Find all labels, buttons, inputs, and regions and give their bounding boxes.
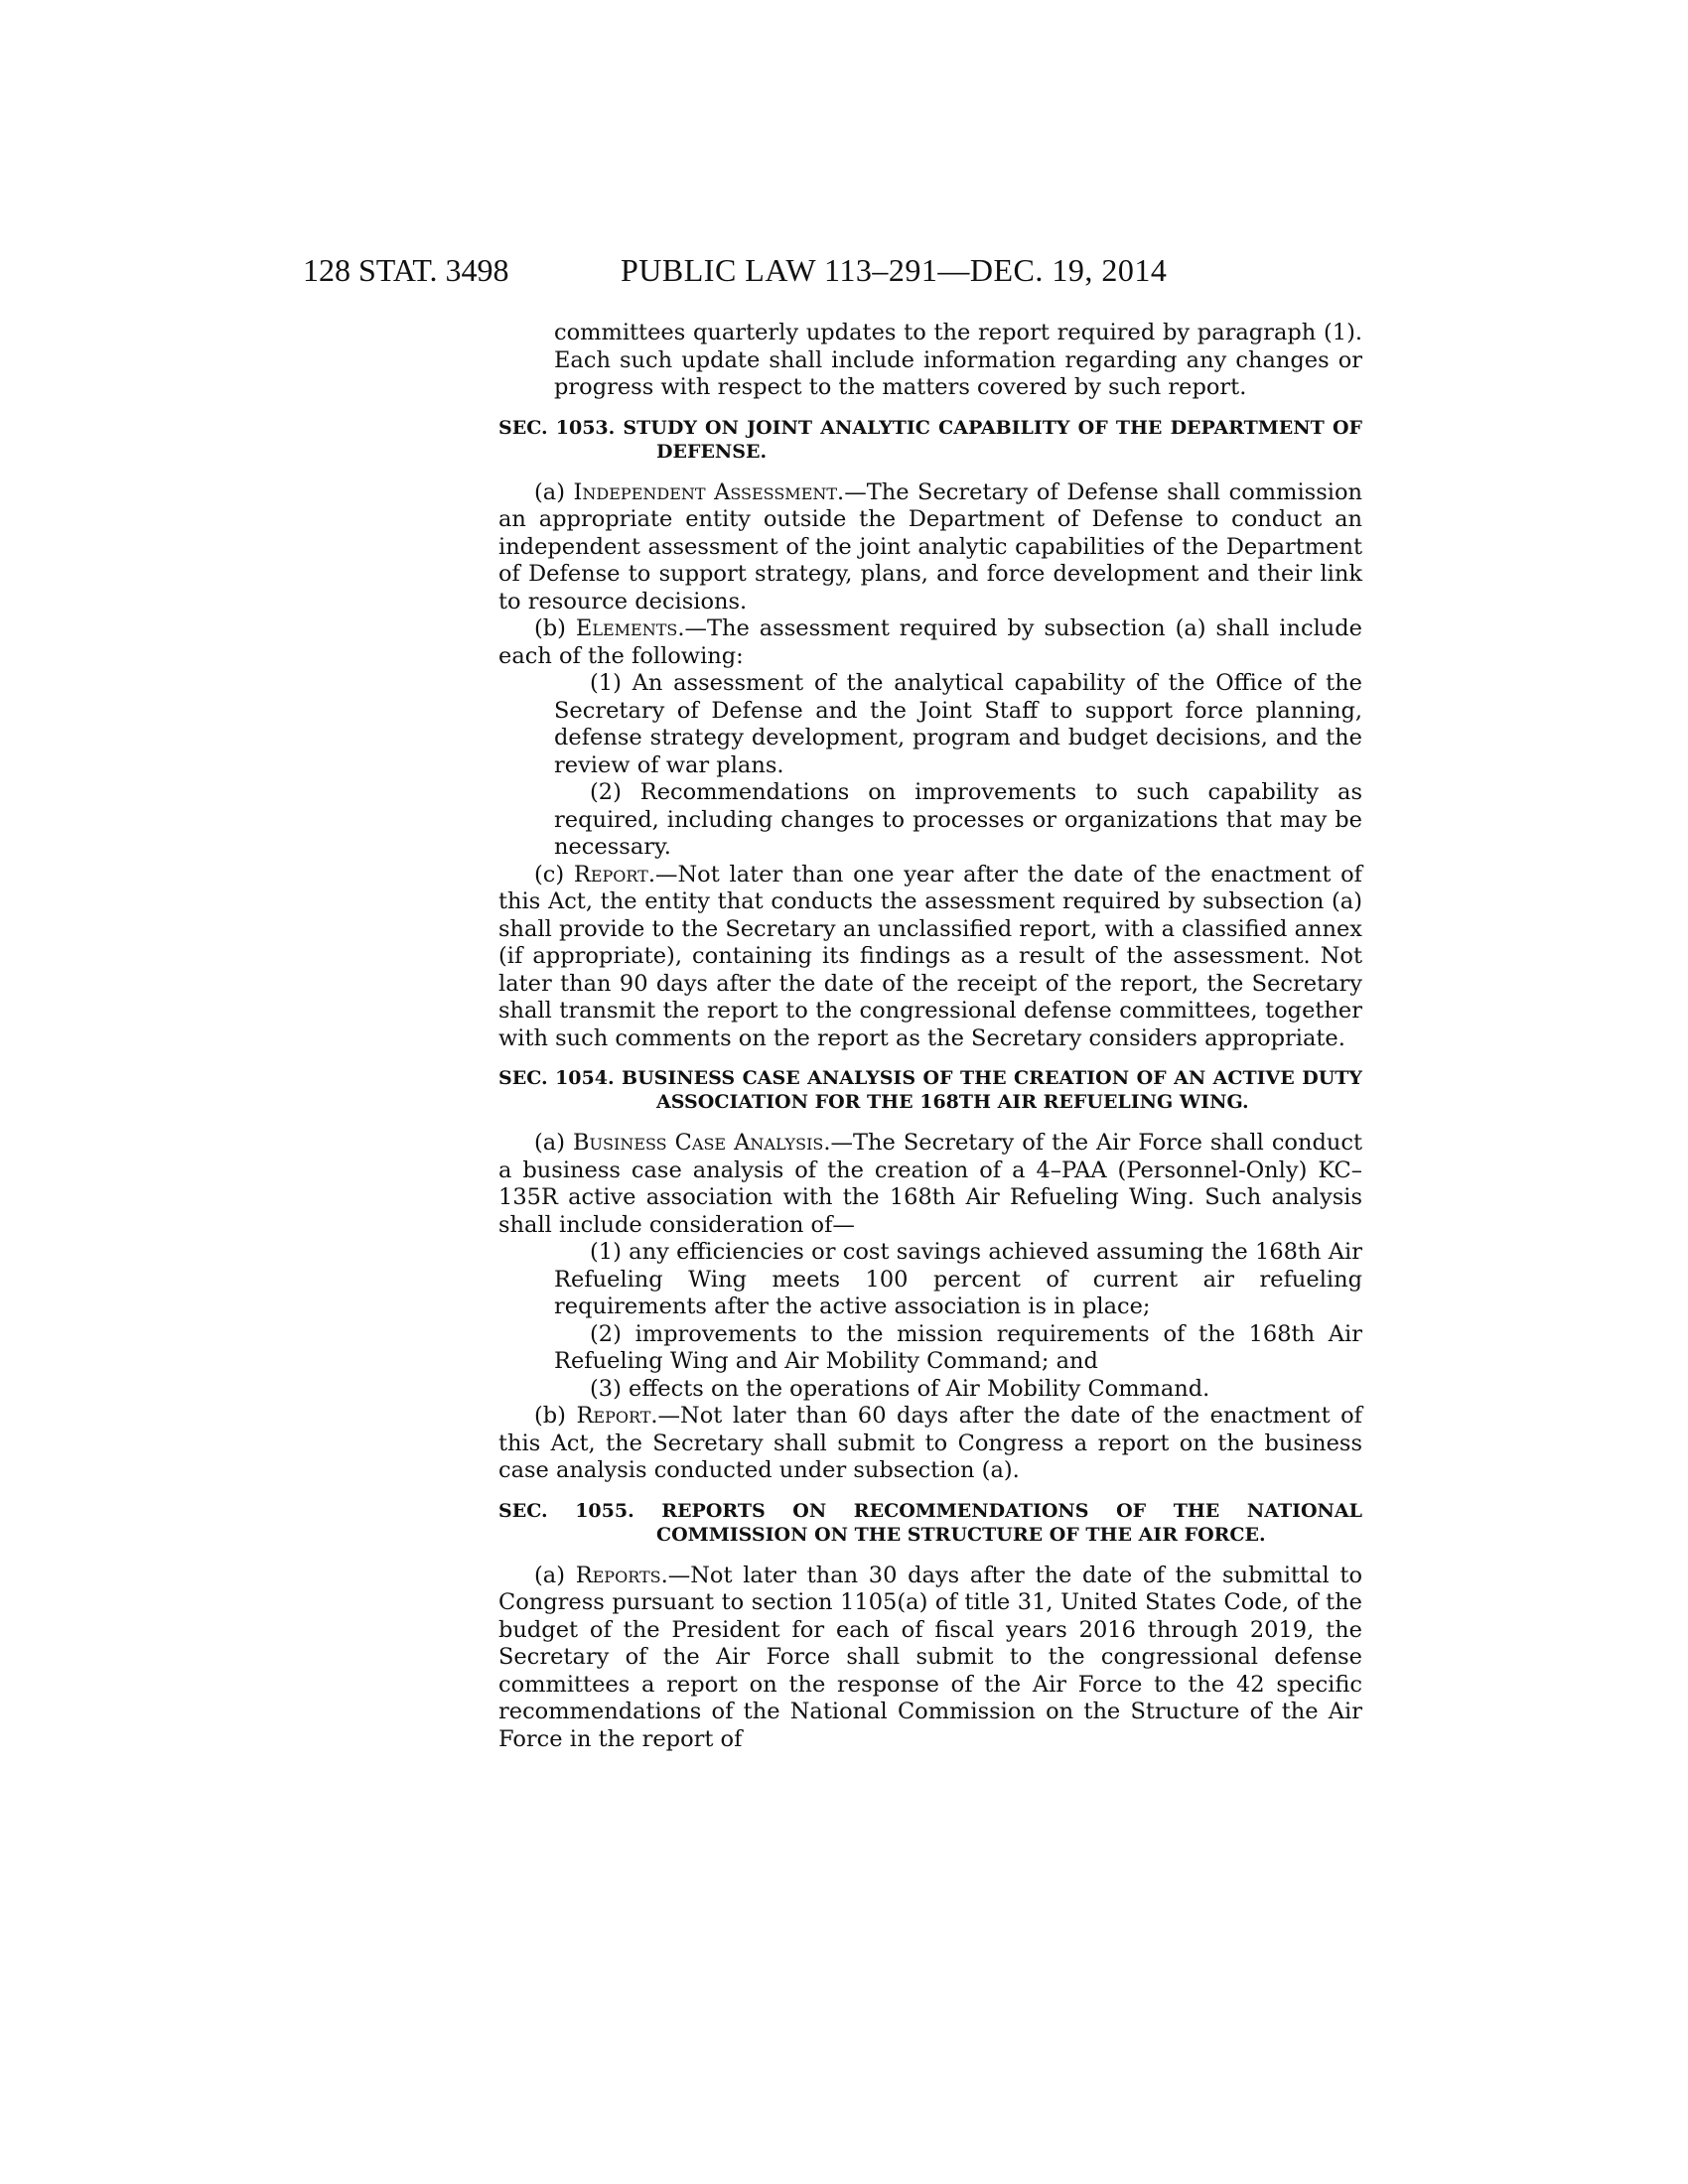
subsection-text: .—Not later than one year after the date of the enactment of this Act, the entity that conducts the assessment required by subsection (a) shall provide to the Secretary an unclassified report, with a classified annex (if appropriate), containing its findings as a result of the assessment. Not later than 90 days after the date of the receipt of the report, the Secretary shall transmit the report to the congressional defense committees, together with such comments on the report as the Secretary considers appropriate.	[498, 861, 1362, 1051]
subsection-caption: Independent Assessment	[573, 478, 838, 505]
subsection-text: .—Not later than 60 days after the date of the enactment of this Act, the Secretary shall submit to Congress a report on the business case analysis conducted under subsection (a).	[498, 1403, 1362, 1483]
subsection-1053-b	[498, 615, 1362, 670]
subsection-caption: Reports	[575, 1562, 661, 1588]
paragraph-1053-b-2: (2) Recommendations on improvements to such capability as required, including changes to processes or organizations that may be necessary.	[554, 779, 1362, 860]
subsection-1053-c	[498, 862, 1362, 1053]
subsection-label: (b)	[534, 1403, 577, 1429]
subsection-caption: Report	[576, 1403, 651, 1429]
section-heading-1053: SEC. 1053. STUDY ON JOINT ANALYTIC CAPABILITY OF THE DEPARTMENT OF DEFENSE.	[498, 416, 1362, 463]
paragraph-1054-a-2: (2) improvements to the mission requirements of the 168th Air Refueling Wing and Air Mobility Command; and	[554, 1320, 1362, 1374]
subsection-label: (b)	[534, 615, 576, 641]
subsection-caption: Elements	[575, 615, 678, 641]
paragraph-1053-b-1: (1) An assessment of the analytical capability of the Office of the Secretary of Defense and the Joint Staff to support force planning, defense strategy development, program and budget decisions, and the review of war plans.	[554, 670, 1362, 778]
subsection-caption: Report	[573, 861, 648, 887]
law-title: PUBLIC LAW 113–291—DEC. 19, 2014	[621, 252, 1168, 288]
paragraph-1054-a-3: (3) effects on the operations of Air Mobility Command.	[590, 1375, 1210, 1402]
section-heading-1054: SEC. 1054. BUSINESS CASE ANALYSIS OF THE CREATION OF AN ACTIVE DUTY ASSOCIATION FOR THE 168TH AIR REFUELING WING.	[498, 1067, 1362, 1113]
subsection-1054-a	[498, 1130, 1362, 1239]
subsection-label: (a)	[534, 1130, 574, 1156]
subsection-caption: Business Case Analysis	[573, 1130, 824, 1156]
subsection-text: .—Not later than 30 days after the date of the submittal to Congress pursuant to section 1105(a) of title 31, United States Code, of the budget of the President for each of fiscal years 2016 through 2019, the Secretary of the Air Force shall submit to the congressional defense committees a report on the response of the Air Force to the 42 specific recommendations of the National Commission on the Structure of the Air Force in the report of	[498, 1562, 1363, 1752]
running-head	[303, 250, 1365, 290]
page-body	[498, 320, 1362, 1753]
subsection-1054-b	[498, 1403, 1362, 1485]
paragraph-1054-a-1: (1) any efficiencies or cost savings achieved assuming the 168th Air Refueling Wing meets 100 percent of current air refueling requirements after the active association is in place;	[554, 1239, 1362, 1319]
subsection-label: (c)	[534, 861, 574, 887]
subsection-text: .—The Secretary of Defense shall commission an appropriate entity outside the Department of Defense to conduct an independent assessment of the joint analytic capabilities of the Department of Defense to support strategy, plans, and force development and their link to resource decisions.	[498, 478, 1362, 614]
continuation-paragraph: committees quarterly updates to the report required by paragraph (1). Each such update shall include information regarding any changes or progress with respect to the matters covered by such report.	[554, 320, 1362, 400]
subsection-label: (a)	[534, 478, 574, 505]
subsection-1053-a	[498, 479, 1362, 616]
subsection-text: .—The assessment required by subsection (a) shall include each of the following:	[498, 615, 1362, 669]
subsection-text: .—The Secretary of the Air Force shall conduct a business case analysis of the creation of a 4–PAA (Personnel-Only) KC–135R active association with the 168th Air Refueling Wing. Such analysis shall include consideration of—	[498, 1130, 1363, 1238]
statute-reference: 128 STAT. 3498	[303, 252, 509, 288]
section-heading-1055: SEC. 1055. REPORTS ON RECOMMENDATIONS OF THE NATIONAL COMMISSION ON THE STRUCTURE OF THE AIR FORCE.	[498, 1499, 1362, 1546]
subsection-label: (a)	[534, 1562, 576, 1588]
subsection-1055-a	[498, 1563, 1362, 1754]
